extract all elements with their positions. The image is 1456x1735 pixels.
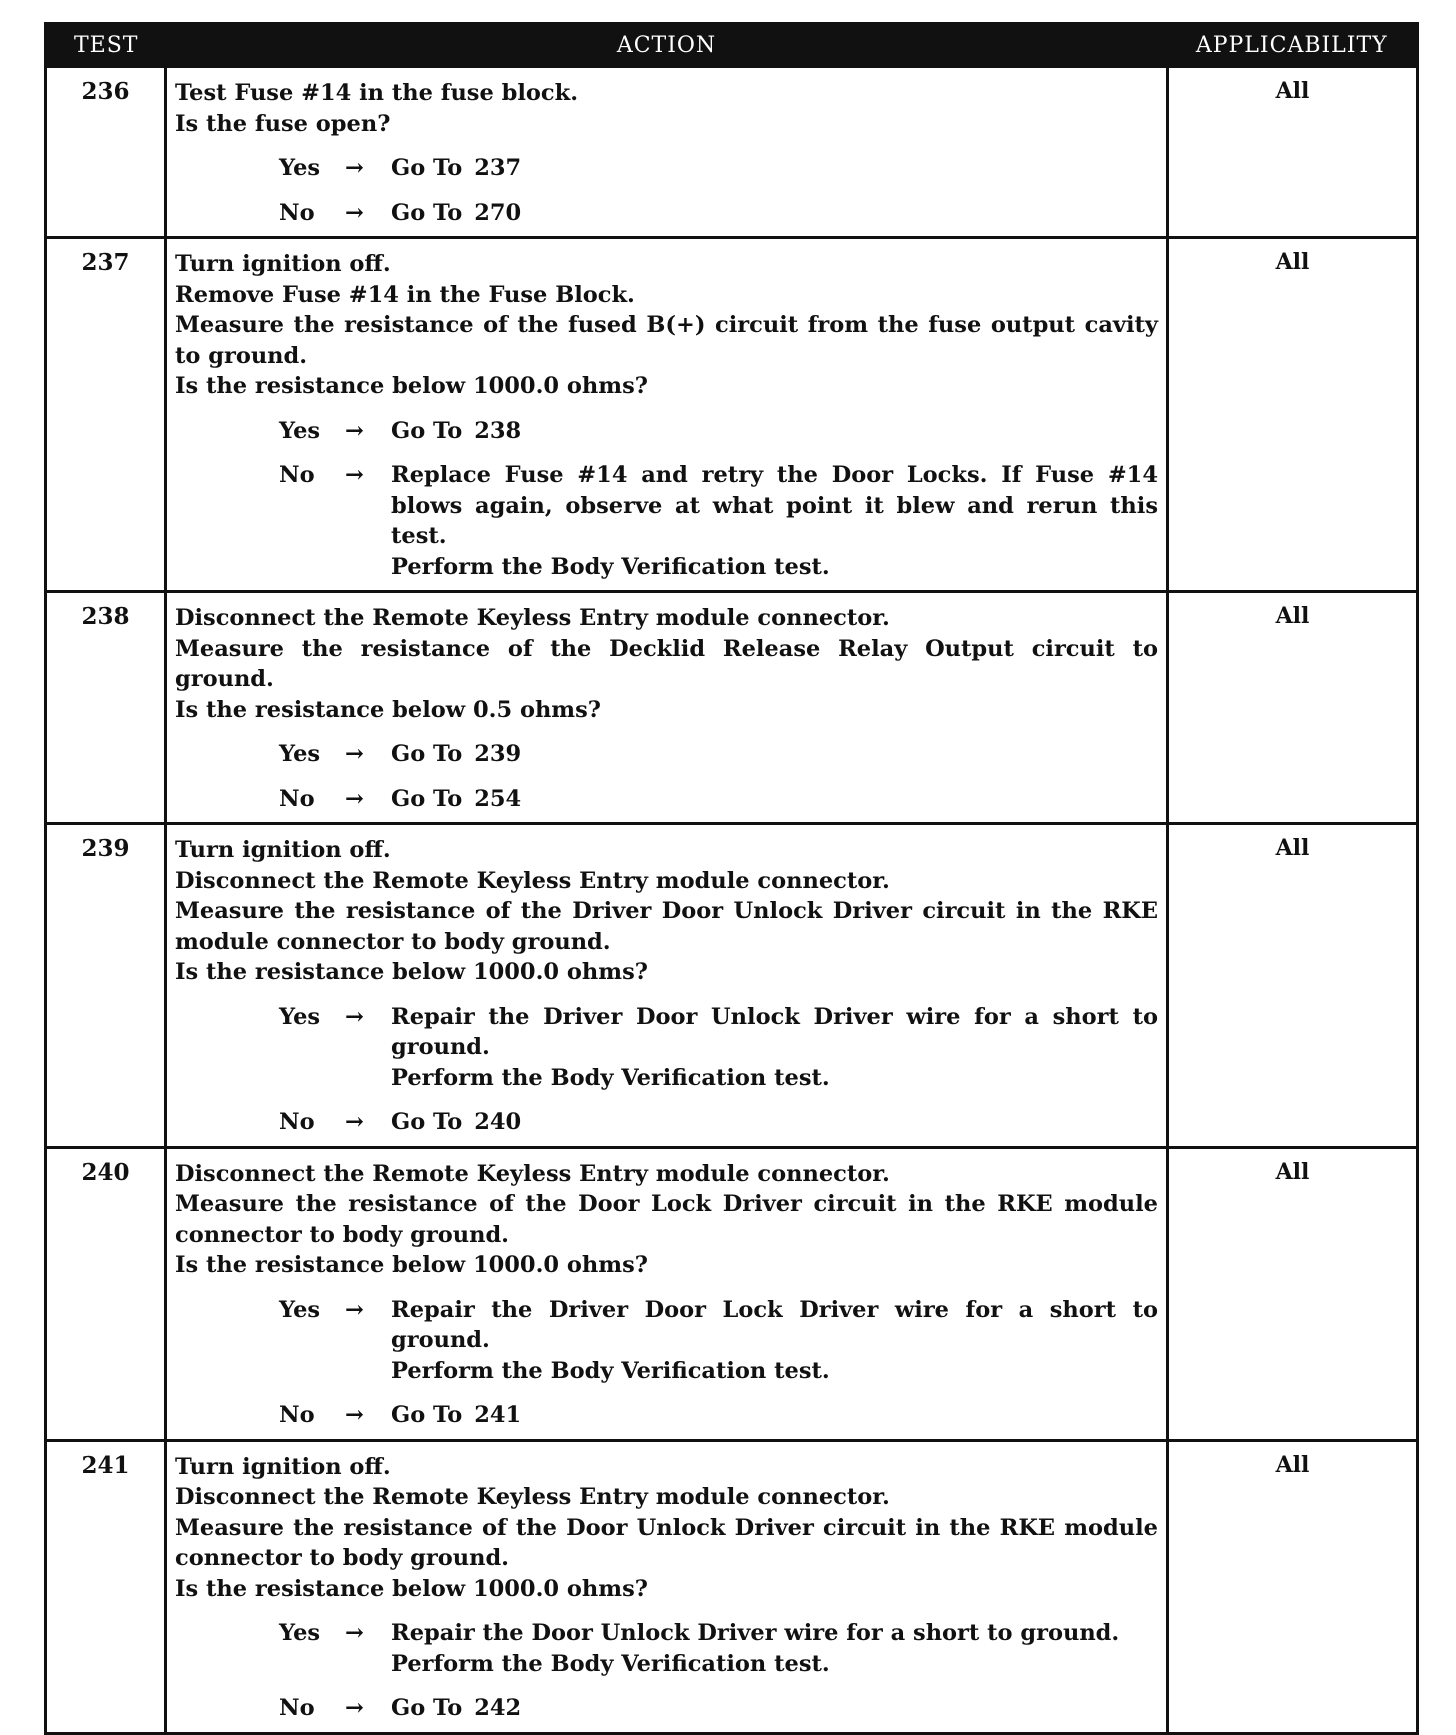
applicability: All [1168, 592, 1418, 824]
table-row [46, 67, 1418, 238]
goto-test-number: 254 [474, 785, 522, 812]
no-outcome [175, 1400, 1158, 1431]
arrow-right-icon: → [345, 1296, 364, 1323]
action-step: Measure the resistance of the Door Unlock Driver circuit in the RKE module connector to body ground. [175, 1514, 1158, 1571]
diagnostic-table-page [44, 22, 1416, 1735]
action-step: Measure the resistance of the Decklid Release Relay Output circuit to ground. [175, 635, 1158, 692]
arrow-right-icon: → [345, 1620, 364, 1646]
action-step: Turn ignition off. [175, 837, 391, 863]
action-step: Is the resistance below 1000.0 ohms? [175, 1575, 648, 1602]
result-line: Perform the Body Verification test. [391, 553, 830, 580]
action-cell [166, 1147, 1168, 1440]
no-outcome [175, 460, 1158, 582]
no-result [391, 1400, 1158, 1431]
action-cell [166, 592, 1168, 824]
test-number: 236 [46, 67, 166, 238]
header-action: ACTION [166, 24, 1168, 67]
applicability: All [1168, 1440, 1418, 1733]
arrow-right-icon: → [345, 1402, 364, 1428]
action-step: Turn ignition off. [175, 1453, 391, 1480]
yes-outcome [175, 1295, 1158, 1387]
test-number: 238 [46, 592, 166, 824]
test-number: 239 [46, 824, 166, 1148]
action-step: Measure the resistance of the Driver Door Unlock Driver circuit in the RKE module connector to body ground. [175, 898, 1158, 955]
action-step: Disconnect the Remote Keyless Entry module connector. [175, 605, 890, 631]
arrow-right-icon: → [345, 785, 364, 812]
action-step: Remove Fuse #14 in the Fuse Block. [175, 281, 635, 308]
goto-test-number: 242 [474, 1695, 522, 1721]
yes-label: Yes [279, 155, 321, 181]
goto-test-number: 238 [474, 417, 522, 444]
yes-label: Yes [279, 1296, 321, 1323]
action-step: Disconnect the Remote Keyless Entry module connector. [175, 867, 890, 894]
action-step: Is the resistance below 0.5 ohms? [175, 696, 601, 723]
yes-outcome [175, 416, 1158, 447]
action-step: Measure the resistance of the Door Lock Driver circuit in the RKE module connector to body ground. [175, 1191, 1158, 1248]
goto-label: Go To [391, 1109, 463, 1135]
test-number: 237 [46, 238, 166, 592]
action-step: Is the resistance below 1000.0 ohms? [175, 959, 648, 985]
action-step: Is the resistance below 1000.0 ohms? [175, 373, 648, 399]
arrow-right-icon: → [345, 1695, 364, 1721]
header-applicability: APPLICABILITY [1168, 24, 1418, 67]
result-line: Repair the Driver Door Unlock Driver wire for a short to ground. [391, 1003, 1158, 1060]
applicability: All [1168, 1147, 1418, 1440]
action-cell [166, 67, 1168, 238]
no-outcome [175, 1693, 1158, 1724]
yes-label: Yes [279, 1620, 321, 1646]
no-result [391, 198, 1158, 229]
action-step: Test Fuse #14 in the fuse block. [175, 80, 579, 106]
result-line: Repair the Door Unlock Driver wire for a short to ground. [391, 1620, 1120, 1646]
test-number: 240 [46, 1147, 166, 1440]
yes-outcome [175, 1618, 1158, 1679]
no-label: No [279, 199, 315, 226]
yes-result [391, 153, 1158, 184]
yes-outcome [175, 739, 1158, 770]
result-line: Perform the Body Verification test. [391, 1064, 830, 1091]
diagnostic-table [44, 22, 1419, 1735]
arrow-right-icon: → [345, 417, 364, 444]
action-cell [166, 238, 1168, 592]
table-row [46, 592, 1418, 824]
no-outcome [175, 198, 1158, 229]
applicability: All [1168, 238, 1418, 592]
applicability: All [1168, 67, 1418, 238]
action-step: Is the fuse open? [175, 110, 391, 137]
table-row [46, 824, 1418, 1148]
goto-test-number: 240 [474, 1109, 522, 1135]
yes-label: Yes [279, 1003, 321, 1030]
no-label: No [279, 785, 315, 812]
goto-label: Go To [391, 155, 463, 181]
result-line: Perform the Body Verification test. [391, 1357, 830, 1384]
action-step: Disconnect the Remote Keyless Entry module connector. [175, 1160, 890, 1187]
action-cell [166, 824, 1168, 1148]
yes-result [391, 1002, 1158, 1094]
result-line: Repair the Driver Door Lock Driver wire for a short to ground. [391, 1296, 1158, 1353]
goto-label: Go To [391, 741, 463, 767]
goto-label: Go To [391, 1402, 463, 1428]
no-label: No [279, 1109, 315, 1135]
no-outcome [175, 784, 1158, 815]
no-label: No [279, 462, 315, 488]
test-number: 241 [46, 1440, 166, 1733]
no-label: No [279, 1402, 315, 1428]
no-result [391, 1693, 1158, 1724]
goto-test-number: 270 [474, 199, 522, 226]
arrow-right-icon: → [345, 462, 364, 488]
arrow-right-icon: → [345, 741, 364, 767]
no-label: No [279, 1695, 315, 1721]
result-line: Perform the Body Verification test. [391, 1650, 830, 1677]
table-body [46, 67, 1418, 1734]
table-row [46, 1440, 1418, 1733]
no-outcome [175, 1107, 1158, 1138]
table-row [46, 1147, 1418, 1440]
goto-test-number: 239 [474, 741, 522, 767]
header-test: TEST [46, 24, 166, 67]
no-result [391, 1107, 1158, 1138]
yes-outcome [175, 153, 1158, 184]
action-step: Measure the resistance of the fused B(+) circuit from the fuse output cavity to ground. [175, 312, 1158, 369]
table-row [46, 238, 1418, 592]
arrow-right-icon: → [345, 155, 364, 181]
action-step: Turn ignition off. [175, 251, 391, 277]
no-result [391, 460, 1158, 582]
action-cell [166, 1440, 1168, 1733]
yes-label: Yes [279, 417, 321, 444]
result-line: Replace Fuse #14 and retry the Door Locks. If Fuse #14 blows again, observe at what point it blew and rerun this test. [391, 462, 1158, 549]
arrow-right-icon: → [345, 1003, 364, 1030]
yes-result [391, 739, 1158, 770]
table-header-row [46, 24, 1418, 67]
action-step: Is the resistance below 1000.0 ohms? [175, 1252, 648, 1278]
arrow-right-icon: → [345, 199, 364, 226]
arrow-right-icon: → [345, 1109, 364, 1135]
goto-test-number: 237 [474, 155, 522, 181]
goto-label: Go To [391, 417, 463, 444]
yes-result [391, 416, 1158, 447]
yes-outcome [175, 1002, 1158, 1094]
goto-label: Go To [391, 199, 463, 226]
yes-result [391, 1295, 1158, 1387]
no-result [391, 784, 1158, 815]
goto-label: Go To [391, 1695, 463, 1721]
action-step: Disconnect the Remote Keyless Entry module connector. [175, 1484, 890, 1510]
applicability: All [1168, 824, 1418, 1148]
yes-label: Yes [279, 741, 321, 767]
goto-label: Go To [391, 785, 463, 812]
goto-test-number: 241 [474, 1402, 522, 1428]
yes-result [391, 1618, 1158, 1679]
